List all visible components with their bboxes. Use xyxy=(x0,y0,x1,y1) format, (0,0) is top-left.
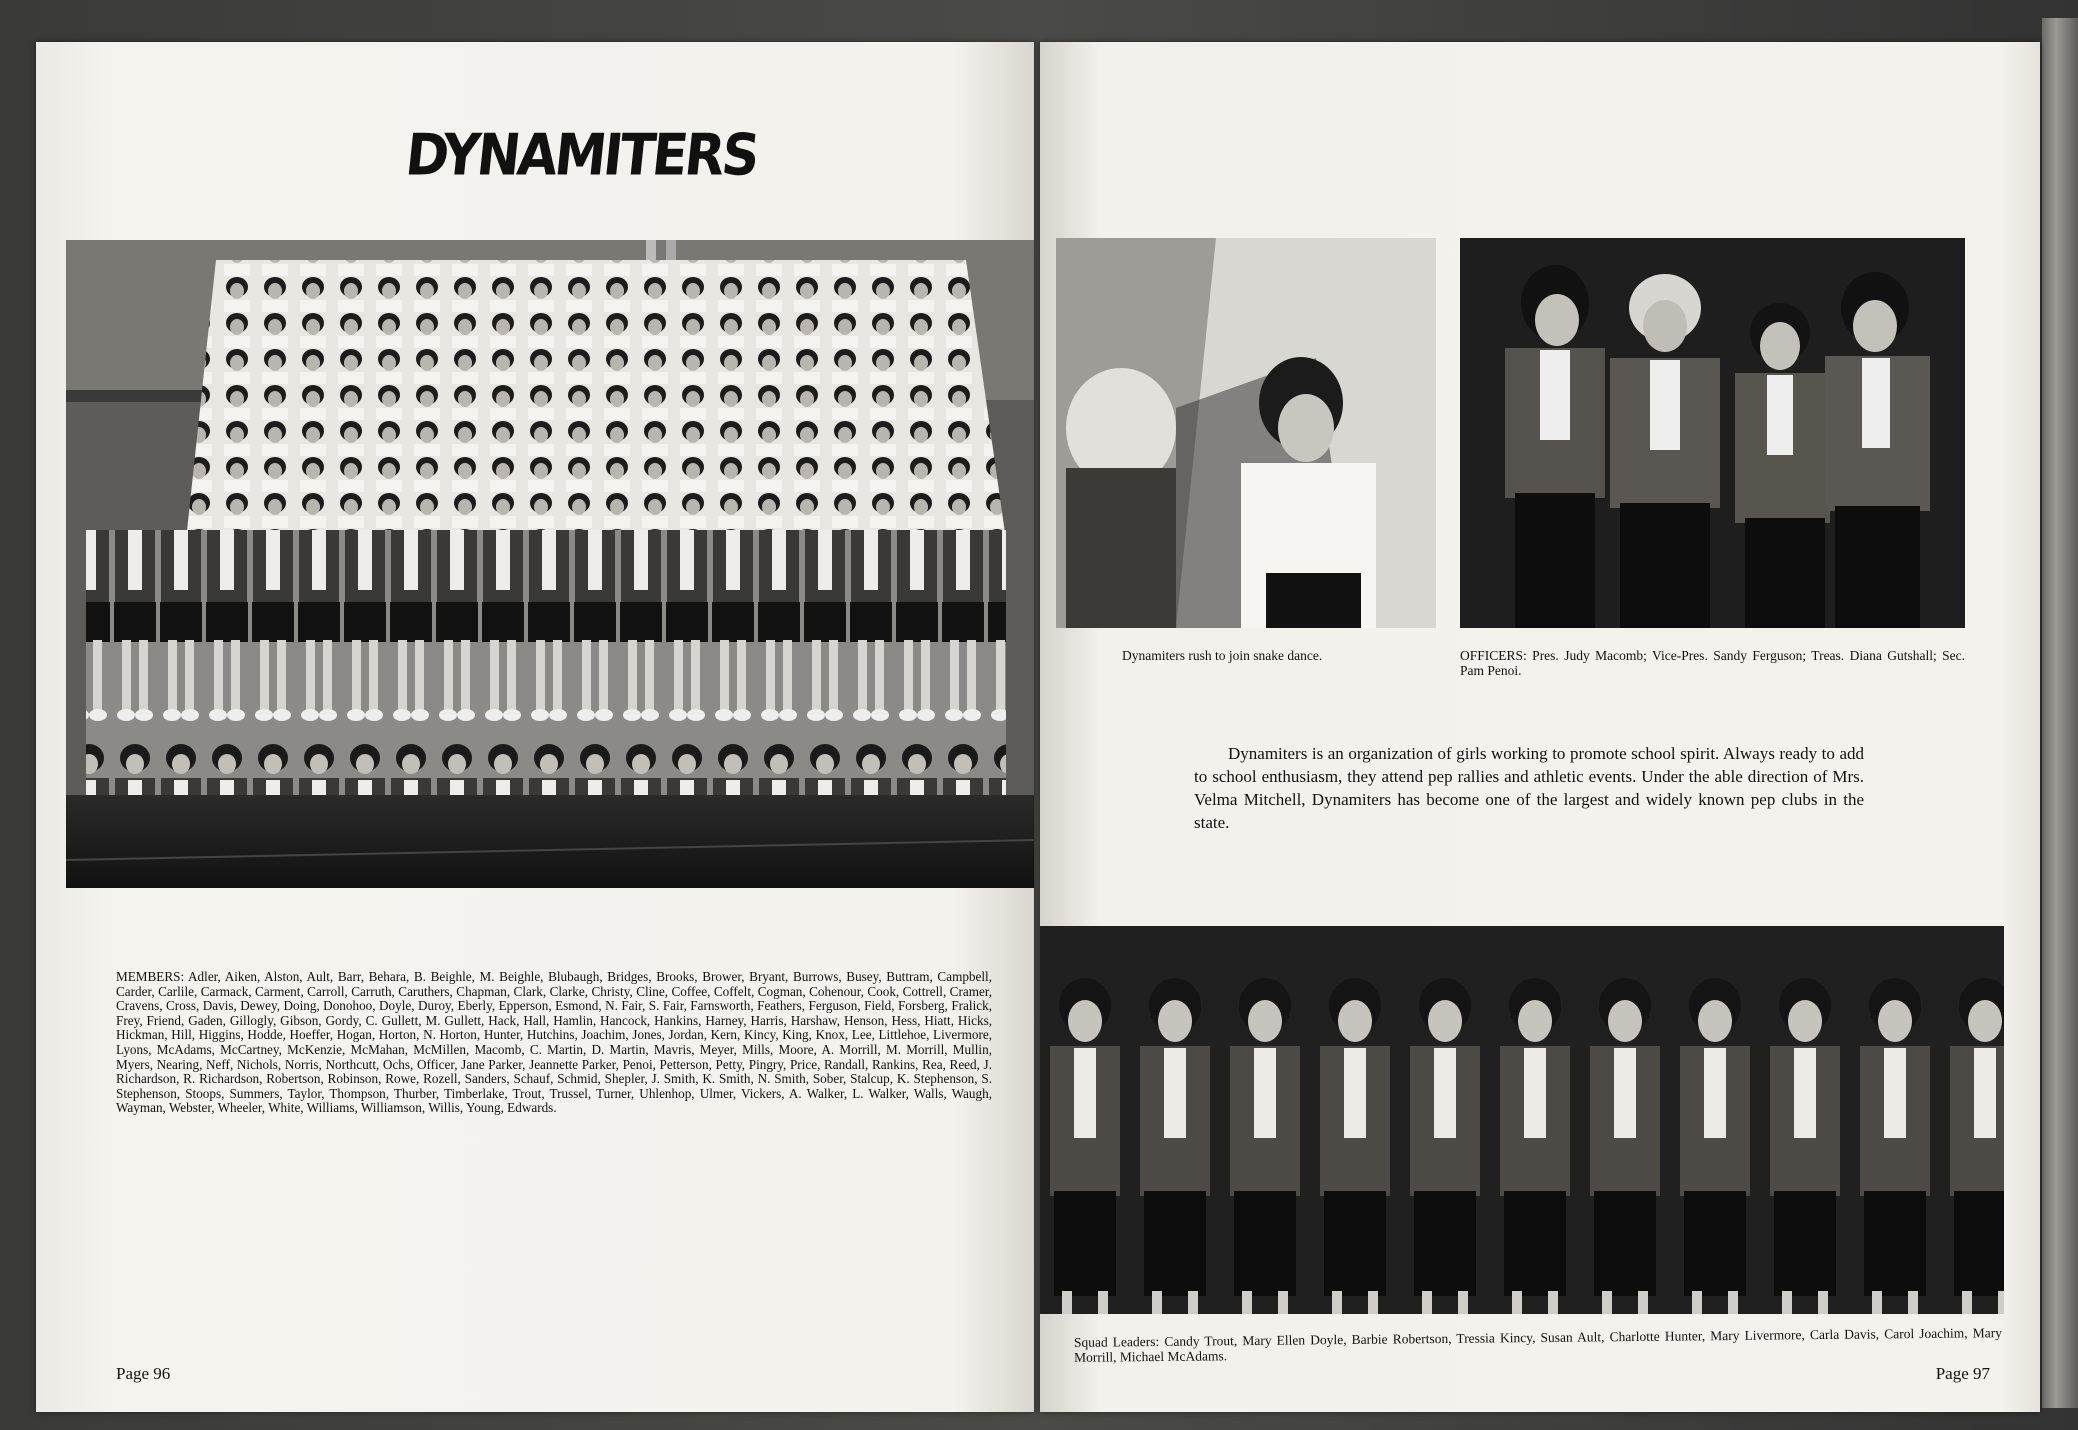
description-paragraph: Dynamiters is an organization of girls working to promote school spirit. Always ready to add to school enthusiasm, they attend pep rallies and athletic events. Under the able direction of Mrs. Velma Mitchell, Dynamiters has become one of the largest and widely known pep clubs in the state. xyxy=(1194,744,1864,832)
page-number-right: Page 97 xyxy=(1935,1364,1990,1383)
caption-squad-leaders: Squad Leaders: Candy Trout, Mary Ellen Doyle, Barbie Robertson, Tressia Kincy, Susan Ault, Charlotte Hunter, Mary Livermore, Carla Davis, Carol Joachim, Mary Morrill, Michael McAdams. xyxy=(1073,1325,2002,1365)
page-number-left: Page 96 xyxy=(116,1364,171,1383)
squad-leaders-photo xyxy=(1040,926,2004,1314)
officers-photo xyxy=(1460,238,1965,628)
right-page xyxy=(1040,42,2040,1412)
left-page xyxy=(36,42,1034,1412)
caption-snake-dance: Dynamiters rush to join snake dance. xyxy=(1122,648,1323,663)
cover-edge xyxy=(2042,18,2078,1408)
caption-officers: OFFICERS: Pres. Judy Macomb; Vice-Pres. Sandy Ferguson; Treas. Diana Gutshall; Sec. Pam Penoi. xyxy=(1460,648,1965,678)
members-list: MEMBERS: Adler, Aiken, Alston, Ault, Barr, Behara, B. Beighle, M. Beighle, Blubaugh, Bridges, Brooks, Brower, Bryant, Burrows, Busey, Buttram, Campbell, Carder, Carlile, Carmack, Carment, Carroll, Carruth, Caruthers, Chapman, Clark, Clarke, Christy, Cline, Coffee, Coffelt, Cogman, Cohenour, Cook, Cottrell, Cramer, Cravens, Cross, Davis, Dewey, Doing, Donohoo, Doyle, Duroy, Eberly, Epperson, Esmond, N. Fair, S. Fair, Farnsworth, Feathers, Ferguson, Field, Forsberg, Fralick, Frey, Friend, Gaden, Gillogly, Gibson, Gordy, C. Gullett, M. Gullett, Hack, Hall, Hamlin, Hancock, Hankins, Harney, Harris, Harshaw, Henson, Hess, Hiatt, Hicks, Hickman, Hill, Higgins, Hodde, Hoeffer, Hogan, Horton, N. Horton, Hunter, Hutchins, Joachim, Jones, Jordan, Kern, Kincy, King, Knox, Lee, Littlehoe, Livermore, Lyons, McAdams, McCartney, McKenzie, McMahan, McMillen, Macomb, C. Martin, D. Martin, Mavris, Meyer, Mills, Moore, A. Morrill, M. Morrill, Mullin, Myers, Nearing, Neff, Nichols, Norris, Northcutt, Ochs, Officer, Jane Parker, Jeannette Parker, Penoi, Petterson, Petty, Pingry, Price, Randall, Rankins, Rea, Reed, J. Richardson, R. Richardson, Robertson, Robinson, Rowe, Rozell, Sanders, Schauf, Schmid, Shepler, J. Smith, K. Smith, N. Smith, Sober, Stalcup, K. Stephenson, S. Stephenson, Stoops, Summers, Taylor, Thompson, Thurber, Timberlake, Trout, Trussel, Turner, Uhlenhop, Ulmer, Vickers, A. Walker, L. Walker, Walls, Waugh, Wayman, Webster, Wheeler, White, Williams, Williamson, Willis, Young, Edwards. xyxy=(116,969,992,1116)
group-photo xyxy=(66,240,1034,888)
page-title: DYNAMITERS xyxy=(402,123,760,189)
snake-dance-photo xyxy=(1056,238,1436,628)
